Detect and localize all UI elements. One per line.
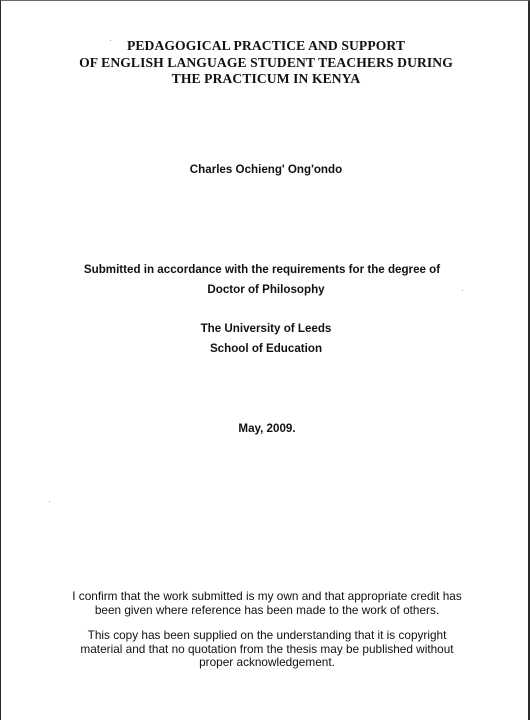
scan-speck — [110, 40, 111, 41]
submission-date: May, 2009. — [238, 422, 296, 435]
scan-speck — [462, 290, 463, 291]
copyright-line-1: This copy has been supplied on the understanding that it is copyright — [87, 628, 447, 642]
submission-statement: Submitted in accordance with the requirements for the degree of — [83, 263, 441, 276]
thesis-title-line-1: PEDAGOGICAL PRACTICE AND SUPPORT — [126, 38, 406, 53]
copyright-notice — [2, 629, 530, 670]
university-name: The University of Leeds — [200, 322, 332, 335]
school-name: School of Education — [209, 342, 323, 355]
confirmation-line-1: I confirm that the work submitted is my own and that appropriate credit has — [72, 589, 462, 603]
thesis-title-line-3: THE PRACTICUM IN KENYA — [171, 71, 361, 86]
copyright-line-2: material and that no quotation from the thesis may be published without — [80, 641, 454, 656]
copyright-line-3: proper acknowledgement. — [199, 655, 335, 669]
author-name: Charles Ochieng' Ong'ondo — [189, 163, 343, 176]
confirmation-line-2: been given where reference has been made to the work of others. — [94, 602, 440, 617]
scan-speck — [49, 501, 50, 502]
degree-name: Doctor of Philosophy — [207, 283, 325, 296]
thesis-title — [1, 38, 530, 88]
originality-confirmation — [2, 590, 530, 617]
thesis-title-line-2: OF ENGLISH LANGUAGE STUDENT TEACHERS DURING — [79, 54, 453, 70]
